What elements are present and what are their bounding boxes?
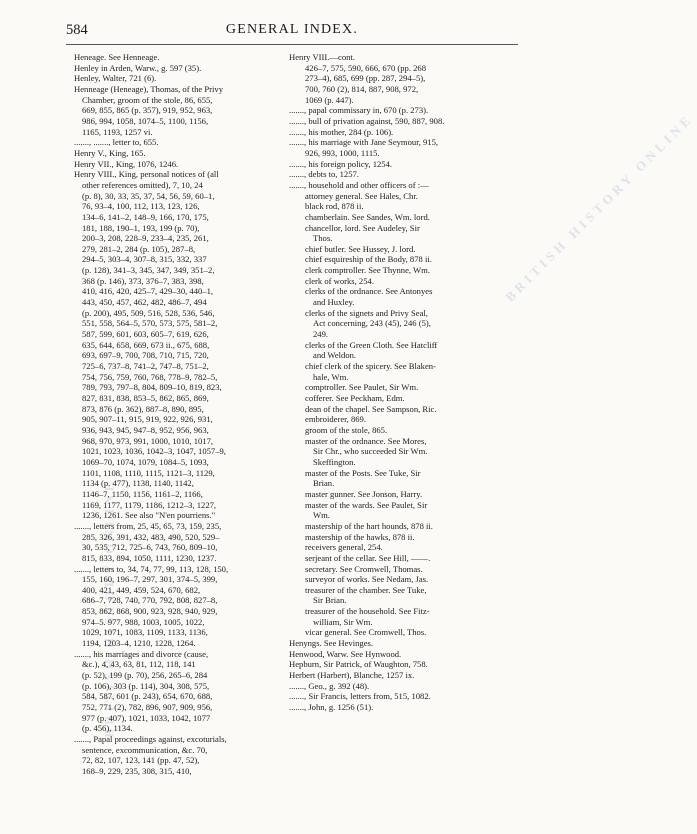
index-line: 1236, 1261. See also "N'en pourriens." [82,510,216,521]
index-line: treasurer of the household. See Fitz- [305,606,430,617]
index-line: dean of the chapel. See Sampson, Ric. [305,403,437,414]
index-line: 1146–7, 1150, 1156, 1161–2, 1166, [82,488,203,499]
index-line: 752, 771 (2), 782, 896, 907, 909, 956, [82,702,213,713]
index-line: 410, 416, 420, 425–7, 429–30, 440–1, [82,286,214,297]
index-line: 1101, 1108, 1110, 1115, 1121–3, 1129, [82,467,215,478]
index-line: ......., ......., letter to, 655. [74,137,159,148]
index-line: clerk comptroller. See Thynne, Wm. [305,265,430,276]
index-line: mastership of the hawks, 878 ii. [305,531,415,542]
index-line: 905, 907–11, 915, 919, 922, 926, 931, [82,414,213,425]
index-line: receivers general, 254. [305,542,383,553]
index-line: 789, 793, 797–8, 804, 809–10, 819, 823, [82,382,222,393]
index-line: 725–6, 737–8, 741–2, 747–8, 751–2, [82,361,209,372]
index-line: black rod, 878 ii. [305,201,364,212]
index-line: 279, 281–2, 284 (p. 105), 287–8, [82,243,196,254]
index-line: 1069 (p. 447). [305,94,354,105]
index-line: cofferer. See Peckham, Edm. [305,393,405,403]
index-line: Sir Chr., who succeeded Sir Wm. [313,446,428,457]
index-line: 294–5, 303–4, 307–8, 315, 332, 337 [82,254,207,265]
index-line: Heneage. See Henneage. [74,52,160,62]
index-line: 986, 994, 1058, 1074–5, 1100, 1156, [82,115,209,126]
watermark: BRITISH HISTORY ONLINE [502,110,696,305]
index-line: ......., Papal proceedings against, excoturials, [74,734,227,744]
index-line: Henwood, Warw. See Hynwood. [289,648,402,659]
index-line: groom of the stole, 865. [305,424,388,435]
index-line: Chamber, groom of the stole, 86, 655, [82,94,213,105]
index-line: treasurer of the chamber. See Tuke, [305,584,427,595]
page-number: 584 [66,22,88,38]
index-line: Thos. [313,233,333,244]
index-line: Henry VIII.—cont. [289,52,355,62]
index-line: ......., his foreign policy, 1254. [289,158,393,169]
index-line: chief clerk of the spicery. See Blaken- [305,361,436,372]
index-line: 977 (p. 407), 1021, 1033, 1042, 1077 [82,712,211,723]
index-line: (p. 8), 30, 33, 35, 37, 54, 56, 59, 60–1, [82,190,215,201]
index-line: ......., debts to, 1257. [289,169,359,180]
index-line: chief butler. See Hussey, J. lord. [305,243,416,254]
index-line: (p. 106), 303 (p. 114), 304, 308, 575, [82,680,210,691]
index-line: 443, 450, 457, 462, 482, 486–7, 494 [82,297,207,308]
index-line: attorney general. See Hales, Chr. [305,190,418,201]
index-line: 1029, 1071, 1083, 1109, 1133, 1136, [82,627,208,638]
index-line: 551, 558, 564–5, 570, 573, 575, 581–2, [82,318,218,329]
index-line: ......., Geo., g. 392 (48). [289,680,370,691]
index-line: 754, 756, 759, 760, 768, 778–9, 782–5, [82,371,218,382]
index-line: Herbert (Harbert), Blanche, 1257 ix. [289,670,415,681]
index-line: Henry VIII., King, personal notices of (all [74,169,219,180]
index-line: other references omitted), 7, 10, 24 [82,179,203,190]
index-line: sentence, excommunication, &c. 70, [82,744,208,755]
index-line: 635, 644, 658, 669, 673 ii., 675, 688, [82,339,210,350]
index-line: 693, 697–9, 700, 708, 710, 715, 720, [82,350,209,361]
index-line: Henley in Arden, Warw., g. 597 (35). [74,62,202,73]
index-line: hale, Wm. [313,371,349,382]
index-line: 72, 82, 107, 123, 141 (pp. 47, 52), [82,755,200,766]
watermark: BRITISH HISTORY ONLINE [101,478,117,738]
index-line: 181, 188, 190–1, 193, 199 (p. 70), [82,222,200,233]
index-line: 1169, 1177, 1179, 1186, 1212–3, 1227, [82,499,217,510]
index-line: Henley, Walter, 721 (6). [74,73,157,84]
index-line: 200–3, 208, 228–9, 233–4, 235, 261, [82,233,209,244]
index-line: william, Sir Wm. [313,616,373,627]
index-line: (p. 456), 1134. [82,723,133,734]
index-line: 155, 160, 196–7, 297, 301, 374–5, 399, [82,574,218,585]
index-line: 974–5. 977, 988, 1003, 1005, 1022, [82,616,205,627]
index-line: comptroller. See Paulet, Sir Wm. [305,382,419,393]
index-line: 1069–70, 1074, 1079, 1084–5, 1093, [82,456,209,467]
index-line: (p. 128), 341–3, 345, 347, 349, 351–2, [82,265,215,276]
index-line: 587, 599, 601, 603, 605–7, 619, 626, [82,329,209,340]
index-line: 815, 833, 894, 1050, 1111, 1230, 1237. [82,552,217,563]
index-line: ......., his mother, 284 (p. 106). [289,126,394,137]
index-line: (p. 200), 495, 509, 516, 528, 536, 546, [82,307,215,318]
index-line: master gunner. See Jonson, Harry. [305,488,423,499]
index-line: Henneage (Heneage), Thomas, of the Privy [74,83,223,94]
index-line: mastership of the hart hounds, 878 ii. [305,520,433,531]
index-line: ......., Sir Francis, letters from, 515, 1082. [289,691,431,702]
index-line: vicar general. See Cromwell, Thos. [305,627,427,638]
index-line: ......., his marriages and divorce (cause, [74,648,209,659]
index-line: master of the ordnance. See Mores, [305,435,427,446]
index-line: embroiderer, 869. [305,414,366,425]
index-line: ......., letters to, 34, 74, 77, 99, 113, 128, 150, [74,563,229,574]
index-line: ......., papal commissary in, 670 (p. 273). [289,105,429,116]
index-line: 936, 943, 945, 947–8, 952, 956, 963, [82,424,209,435]
index-line: secretary. See Cromwell, Thomas. [305,563,423,574]
index-line: 76, 93–4, 100, 112, 113, 123, 126, [82,201,200,212]
index-line: 1165, 1193, 1257 vi. [82,126,153,137]
page-header [66,22,518,40]
index-line: and Weldon. [313,350,357,361]
index-line: 249. [313,329,329,340]
index-line: 853, 862, 868, 900, 923, 928, 940, 929, [82,606,218,617]
index-line: ......., bull of privation against, 590, 887, 908. [289,115,445,126]
index-line: 426–7, 575, 590, 666, 670 (pp. 268 [305,62,427,73]
index-line: 584, 587, 601 (p. 243), 654, 670, 688, [82,691,213,702]
index-line: clerk of works, 254. [305,275,374,286]
index-line: ......., his marriage with Jane Seymour, 915, [289,137,439,148]
index-line: 926, 993, 1000, 1115. [305,147,380,158]
index-line: ......., John, g. 1256 (51). [289,702,374,713]
index-line: chief esquireship of the Body, 878 ii. [305,254,432,265]
index-line: 669, 855, 865 (p. 357), 919, 952, 963, [82,105,213,116]
index-line: Skeffington. [313,456,356,467]
index-line: 368 (p. 146), 373, 376–7, 383, 398, [82,275,204,286]
index-line: surveyor of works. See Nedam, Jas. [305,574,429,585]
index-line: Hepburn, Sir Patrick, of Waughton, 758. [289,659,428,670]
index-line: (p. 52), 199 (p. 70), 256, 265–6, 284 [82,670,208,681]
index-line: Henyngs. See Hevinges. [289,638,374,649]
index-line: master of the Posts. See Tuke, Sir [305,467,421,478]
header-rule [66,44,518,45]
index-line: ......., household and other officers of :— [289,179,429,190]
index-line: clerks of the signets and Privy Seal, [305,307,428,318]
index-line: 1021, 1023, 1036, 1042–3, 1047, 1057–9, [82,446,226,457]
index-line: Henry VII., King, 1076, 1246. [74,158,179,169]
index-line: Brian. [313,478,335,489]
index-line: chamberlain. See Sandes, Wm. lord. [305,211,430,222]
index-line: 968, 970, 973, 991, 1000, 1010, 1017, [82,435,214,446]
index-line: 686–7, 728, 740, 770, 792, 808, 827–8, [82,595,218,606]
index-line: 30, 535, 712, 725–6, 743, 760, 809–10, [82,542,218,553]
index-column-right [289,52,517,713]
index-line: serjeant of the cellar. See Hill, ——. [305,552,431,563]
index-line: 827, 831, 838, 853–5, 862, 865, 869, [82,393,209,403]
index-line: 134–6, 141–2, 148–9, 166, 170, 175, [82,211,209,222]
index-line: 400, 421, 449, 459, 524, 670, 682, [82,584,201,595]
index-line: master of the wards. See Paulet, Sir [305,499,428,510]
index-line: clerks of the ordnance. See Antonyes [305,286,433,297]
running-head: GENERAL INDEX. [225,22,359,37]
index-line: 873, 876 (p. 362), 887–8, 890, 895, [82,403,204,414]
index-line: chancellor, lord. See Audeley, Sir [305,222,420,233]
index-line: Sir Brian. [313,595,347,606]
index-line: 168–9, 229, 235, 308, 315, 410, [82,765,192,776]
index-line: Wm. [313,510,330,521]
index-line: 1194, 1203–4, 1210, 1228, 1264. [82,638,196,649]
index-line: &c.), 4, 43, 63, 81, 112, 118, 141 [82,659,196,670]
index-line: 1134 (p. 477), 1138, 1140, 1142, [82,478,194,489]
index-line: Act concerning, 243 (45), 246 (5), [313,318,431,329]
index-line: 700, 760 (2), 814, 887, 908, 972, [305,83,419,94]
index-line: and Huxley. [313,297,355,308]
index-line: Henry V., King, 165. [74,147,146,158]
index-line: 285, 326, 391, 432, 483, 490, 520, 529– [82,531,220,542]
index-line: clerks of the Green Cloth. See Hatcliff [305,339,438,350]
index-line: 273–4), 685, 699 (pp. 287, 294–5), [305,73,426,84]
index-line: ......., letters from, 25, 45, 65, 73, 159, 235, [74,520,222,531]
index-column-left [74,52,284,777]
